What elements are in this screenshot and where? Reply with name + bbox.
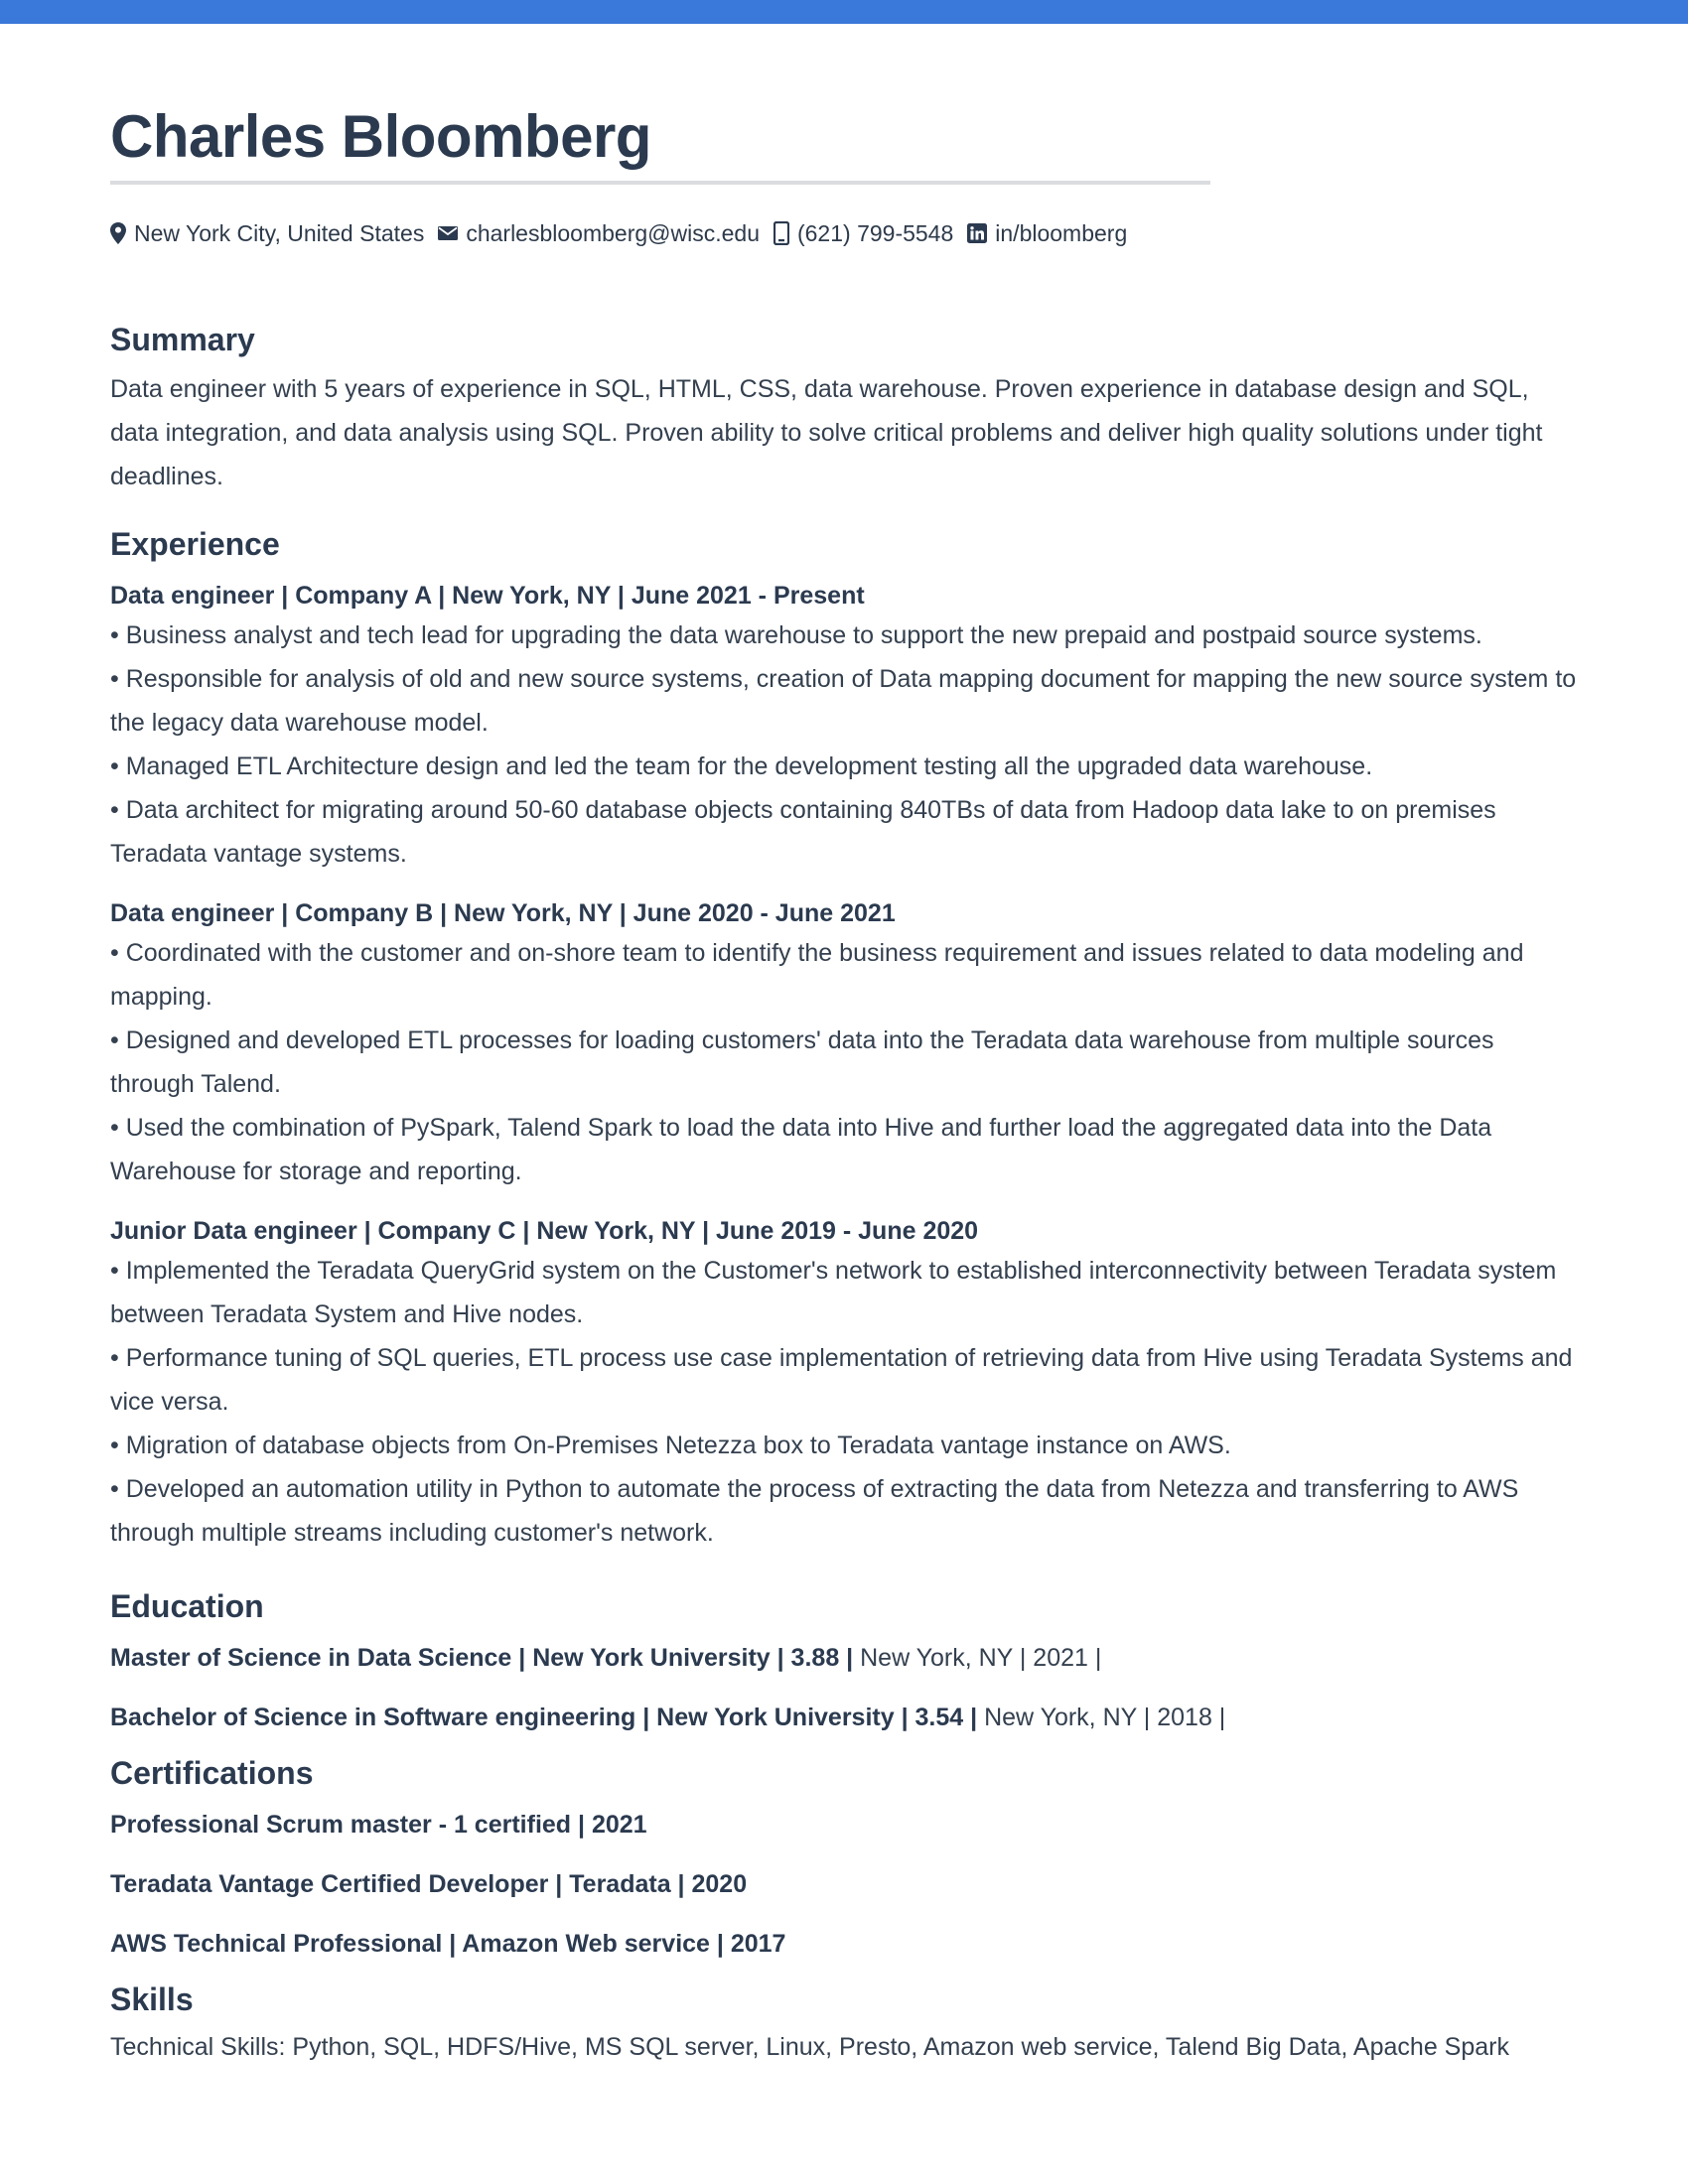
job-bullet: • Implemented the Teradata QueryGrid system on the Customer's network to established interconnectivity between Teradata system between Teradata System and Hive nodes. [110,1249,1580,1336]
job-bullets [110,614,1580,876]
job-bullets [110,931,1580,1193]
contact-location [110,218,424,248]
certification-entry: Professional Scrum master - 1 certified | 2021 [110,1811,647,1839]
job-heading: Junior Data engineer | Company C | New York, NY | June 2019 - June 2020 [110,1217,979,1245]
job-bullet: • Business analyst and tech lead for upgrading the data warehouse to support the new prepaid and postpaid source systems. [110,614,1580,657]
degree-details: Bachelor of Science in Software engineering | New York University | 3.54 | [110,1704,978,1731]
job-bullet: • Designed and developed ETL processes for loading customers' data into the Teradata data warehouse from multiple sources through Talend. [110,1019,1580,1106]
degree-location-year: New York, NY | 2018 | [977,1704,1226,1731]
job-heading: Data engineer | Company B | New York, NY | June 2020 - June 2021 [110,899,896,927]
skills-section [110,1978,1580,2067]
top-accent-bar [0,0,1688,24]
section-title-certifications: Certifications [110,1755,314,1791]
section-title-skills: Skills [110,1981,194,2017]
job-bullet: • Developed an automation utility in Python to automate the process of extracting the data from Netezza and transferring to AWS through multiple streams including customer's network. [110,1467,1580,1555]
contact-linkedin[interactable] [967,218,1127,248]
phone-text[interactable]: (621) 799-5548 [796,220,954,246]
job-bullet: • Used the combination of PySpark, Talend Spark to load the data into Hive and further load the aggregated data into the Data Warehouse for storage and reporting. [110,1106,1580,1193]
linkedin-icon [967,223,987,243]
candidate-name: Charles Bloomberg [110,103,651,170]
section-title-education: Education [110,1588,264,1624]
education-entry [110,1702,1580,1733]
linkedin-text[interactable]: in/bloomberg [995,220,1128,246]
envelope-icon [438,225,458,241]
contact-email[interactable] [438,218,760,248]
education-entry [110,1642,1580,1674]
degree-location-year: New York, NY | 2021 | [853,1644,1102,1672]
name-divider [110,181,1210,185]
email-text[interactable]: charlesbloomberg@wisc.edu [466,220,760,246]
education-section [110,1584,1580,1733]
resume-page [110,99,1580,2067]
job-entry [110,897,1580,1193]
degree-details: Master of Science in Data Science | New York University | 3.88 | [110,1644,854,1672]
contact-phone[interactable] [774,218,953,248]
certification-entry: AWS Technical Professional | Amazon Web service | 2017 [110,1930,786,1958]
location-pin-icon [110,222,126,244]
skills-text: Technical Skills: Python, SQL, HDFS/Hive, MS SQL server, Linux, Presto, Amazon web service, Talend Big Data, Apache Spark [110,2033,1509,2061]
contact-bar [110,218,1580,248]
summary-section [110,318,1580,498]
phone-icon [774,221,789,245]
job-bullet: • Performance tuning of SQL queries, ETL process use case implementation of retrieving data from Hive using Teradata Systems and vice versa. [110,1336,1580,1424]
section-title-summary: Summary [110,322,255,357]
certification-entry: Teradata Vantage Certified Developer | Teradata | 2020 [110,1870,748,1898]
job-bullet: • Coordinated with the customer and on-shore team to identify the business requirement and issues related to data modeling and mapping. [110,931,1580,1019]
job-bullet: • Data architect for migrating around 50-60 database objects containing 840TBs of data from Hadoop data lake to on premises Teradata vantage systems. [110,788,1580,876]
certifications-section [110,1751,1580,1960]
job-bullet: • Migration of database objects from On-Premises Netezza box to Teradata vantage instance on AWS. [110,1424,1580,1467]
summary-text: Data engineer with 5 years of experience in SQL, HTML, CSS, data warehouse. Proven experience in database design and SQL, data integration, and data analysis using SQL. Proven ability to solve critical problems and deliver high quality solutions under tight deadlines. [110,375,1543,490]
job-bullets [110,1249,1580,1555]
job-bullet: • Managed ETL Architecture design and led the team for the development testing all the upgraded data warehouse. [110,745,1580,788]
location-text: New York City, United States [134,220,425,246]
job-bullet: • Responsible for analysis of old and new source systems, creation of Data mapping document for mapping the new source system to the legacy data warehouse model. [110,657,1580,745]
section-title-experience: Experience [110,526,280,562]
job-heading: Data engineer | Company A | New York, NY | June 2021 - Present [110,582,865,610]
job-entry [110,580,1580,876]
experience-section [110,522,1580,1555]
job-entry [110,1215,1580,1555]
